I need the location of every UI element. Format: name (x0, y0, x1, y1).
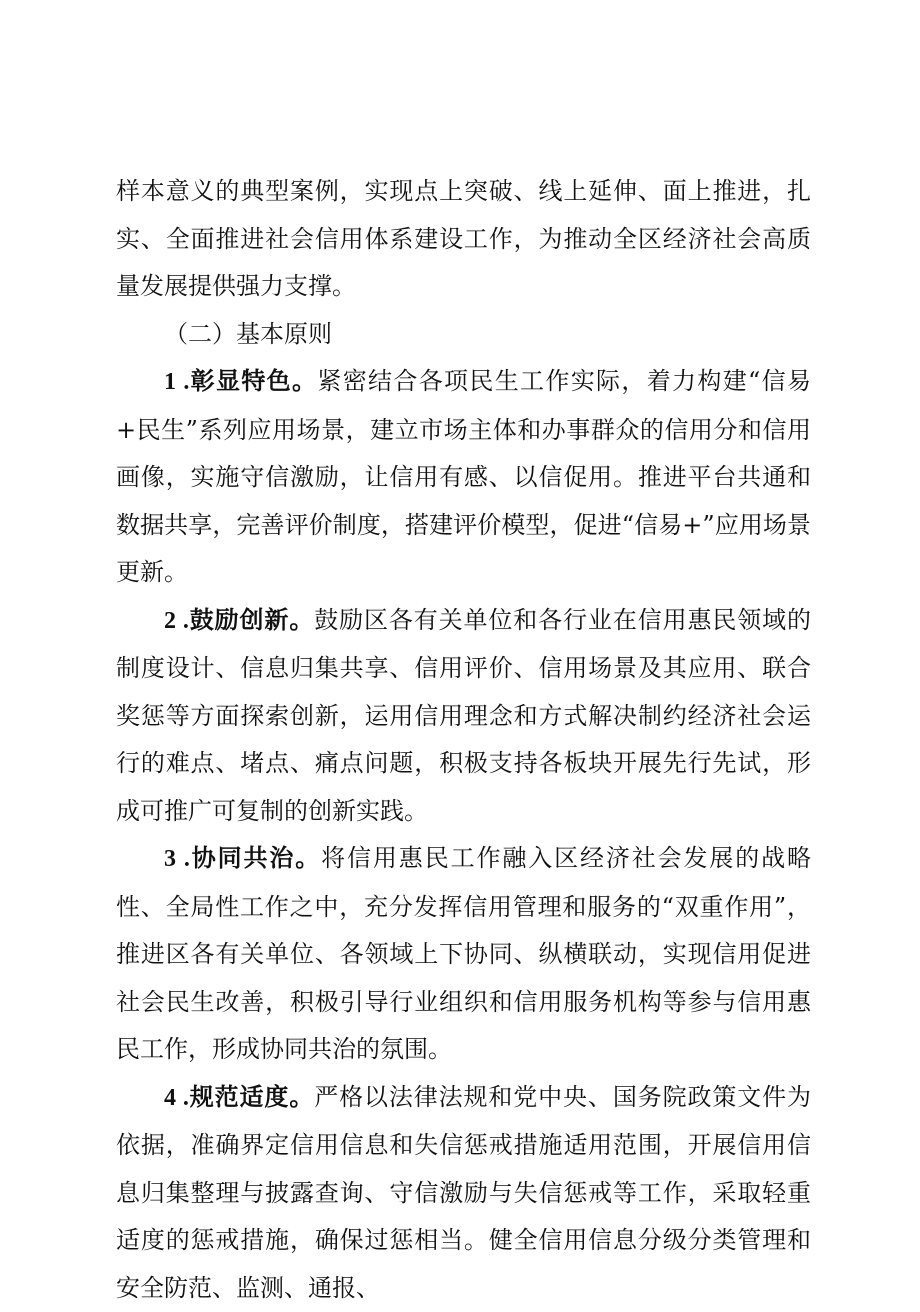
item-body-text: 紧密结合各项民生工作实际，着力构建“信易+民生”系列应用场景，建立市场主体和办事群众的信用分和信用画像，实施守信激励，让信用有感、以信促用。推进平台共通和数据共享，完善评价制度，搭建评价模型，促进“信易+”应用场景更新。 (116, 367, 811, 586)
principle-item-1 (116, 358, 811, 597)
item-lead-title: 协同共治。 (190, 844, 321, 872)
item-lead-title: 规范适度。 (189, 1083, 314, 1111)
item-body-text: 严格以法律法规和党中央、国务院政策文件为依据，准确界定信用信息和失信惩戒措施适用范围，开展信用信息归集整理与披露查询、守信激励与失信惩戒等工作，采取轻重适度的惩戒措施，确保过惩相当。健全信用信息分级分类管理和安全防范、监测、通报、 (116, 1083, 811, 1302)
item-body-text: 鼓励区各有关单位和各行业在信用惠民领域的制度设计、信息归集共享、信用评价、信用场景及其应用、联合奖惩等方面探索创新，运用信用理念和方式解决制约经济社会运行的难点、堵点、痛点问题，积极支持各板块开展先行先试，形成可推广可复制的创新实践。 (116, 606, 811, 825)
document-body (116, 168, 811, 1312)
paragraph-intro-continuation (116, 168, 811, 311)
item-number: 3 . (164, 846, 190, 872)
item-number: 4 . (164, 1085, 189, 1111)
item-number: 2 . (164, 608, 189, 634)
principle-item-2 (116, 597, 811, 836)
item-lead-title: 彰显特色。 (189, 367, 317, 395)
section-heading-text: （二）基本原则 (164, 320, 332, 348)
principle-item-4 (116, 1074, 811, 1312)
item-lead-title: 鼓励创新。 (189, 606, 314, 634)
section-heading-basic-principles (116, 311, 811, 359)
item-number: 1 . (164, 369, 189, 395)
paragraph-text: 样本意义的典型案例，实现点上突破、线上延伸、面上推进，扎实、全面推进社会信用体系建设工作，为推动全区经济社会高质量发展提供强力支撑。 (116, 177, 811, 300)
principle-item-3 (116, 835, 811, 1074)
item-body-text: 将信用惠民工作融入区经济社会发展的战略性、全局性工作之中，充分发挥信用管理和服务的“双重作用”，推进区各有关单位、各领域上下协同、纵横联动，实现信用促进社会民生改善，积极引导行业组织和信用服务机构等参与信用惠民工作，形成协同共治的氛围。 (116, 844, 811, 1063)
